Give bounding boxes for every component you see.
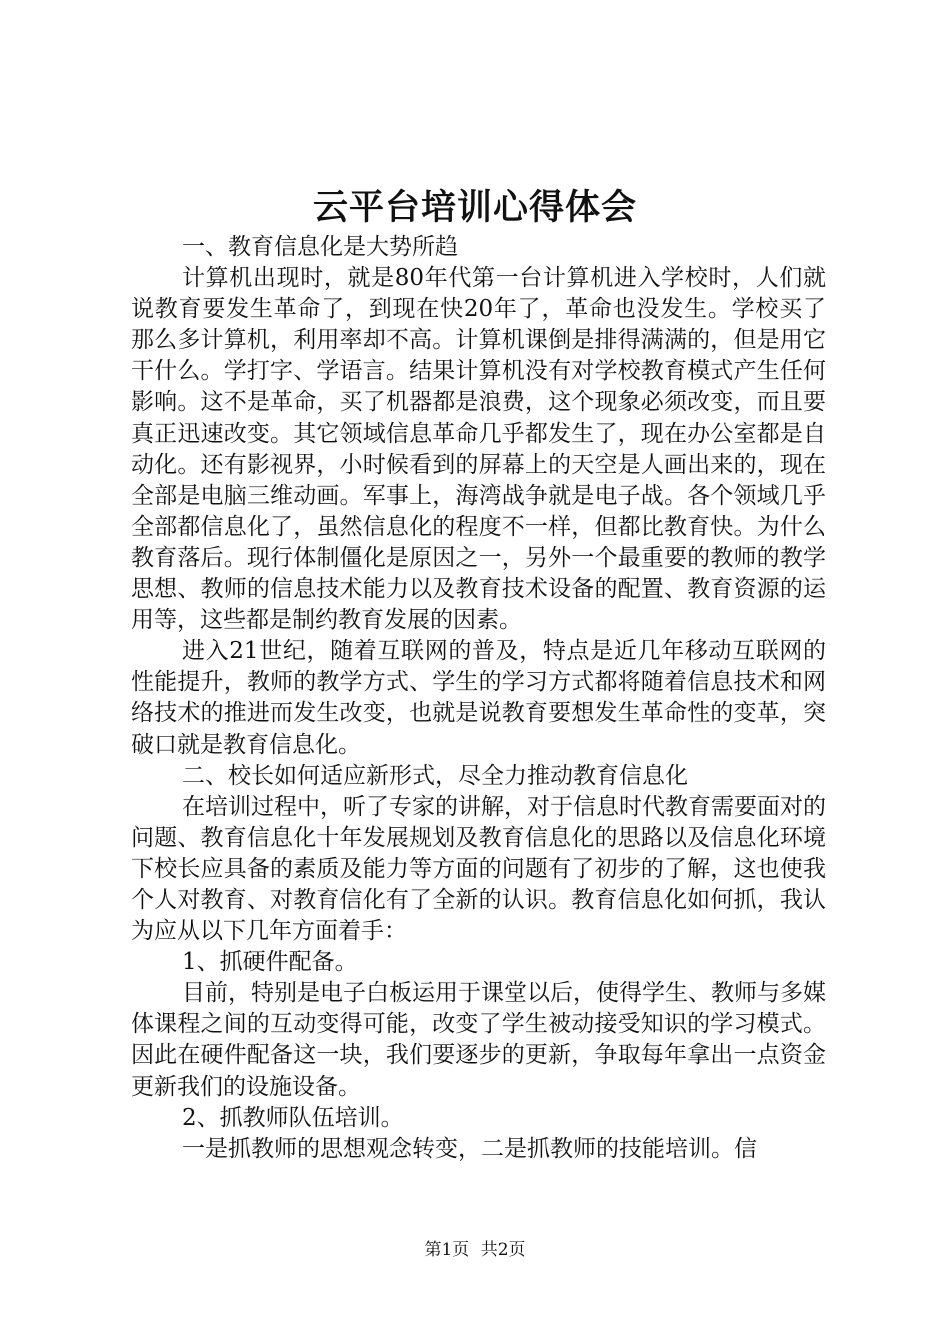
body-paragraph: 一是抓教师的思想观念转变，二是抓教师的技能培训。信: [182, 1135, 757, 1162]
document-title: 云平台培训心得体会: [312, 187, 637, 228]
document-body: [131, 232, 826, 1165]
page-number: 第1页: [424, 1240, 470, 1260]
subheading-teacher-training: 2、抓教师队伍培训。: [182, 1104, 404, 1131]
section-heading-1: 一、教育信息化是大势所趋: [182, 234, 458, 260]
body-paragraph: 目前，特别是电子白板运用于课堂以后，使得学生、教师与多媒体课程之间的互动变得可能，改变了学生被动接受知识的学习模式。因此在硬件配备这一块，我们要逐步的更新，争取每年拿出一点资金更新我们的设施设备。: [131, 980, 826, 1100]
page-total: 共2页: [480, 1240, 526, 1260]
body-paragraph: 计算机出现时，就是80年代第一台计算机进入学校时，人们就说教育要发生革命了，到现在快20年了，革命也没发生。学校买了那么多计算机，利用率却不高。计算机课倒是排得满满的，但是用它干什么。学打字、学语言。结果计算机没有对学校教育模式产生任何影响。这不是革命，买了机器都是浪费，这个现象必须改变，而且要真正迅速改变。其它领域信息革命几乎都发生了，现在办公室都是自动化。还有影视界，小时候看到的屏幕上的天空是人画出来的，现在全部是电脑三维动画。军事上，海湾战争就是电子战。各个领域几乎全部都信息化了，虽然信息化的程度不一样，但都比教育快。为什么教育落后。现行体制僵化是原因之一，另外一个最重要的教师的教学思想、教师的信息技术能力以及教育技术设备的配置、教育资源的运用等，这些都是制约教育发展的因素。: [131, 265, 826, 634]
subheading-hardware: 1、抓硬件配备。: [182, 949, 358, 976]
body-paragraph: 在培训过程中，听了专家的讲解，对于信息时代教育需要面对的问题、教育信息化十年发展规划及教育信息化的思路以及信息化环境下校长应具备的素质及能力等方面的问题有了初步的了解，这也使我个人对教育、对教育信化有了全新的认识。教育信息化如何抓，我认为应从以下几年方面着手：: [131, 793, 826, 945]
body-paragraph: 进入21世纪，随着互联网的普及，特点是近几年移动互联网的性能提升，教师的教学方式、学生的学习方式都将随着信息技术和网络技术的推进而发生改变，也就是说教育要想发生革命性的变革，突破口就是教育信息化。: [131, 638, 826, 758]
page-footer: [0, 1239, 950, 1261]
section-heading-2: 二、校长如何适应新形式，尽全力推动教育信息化: [182, 762, 688, 789]
